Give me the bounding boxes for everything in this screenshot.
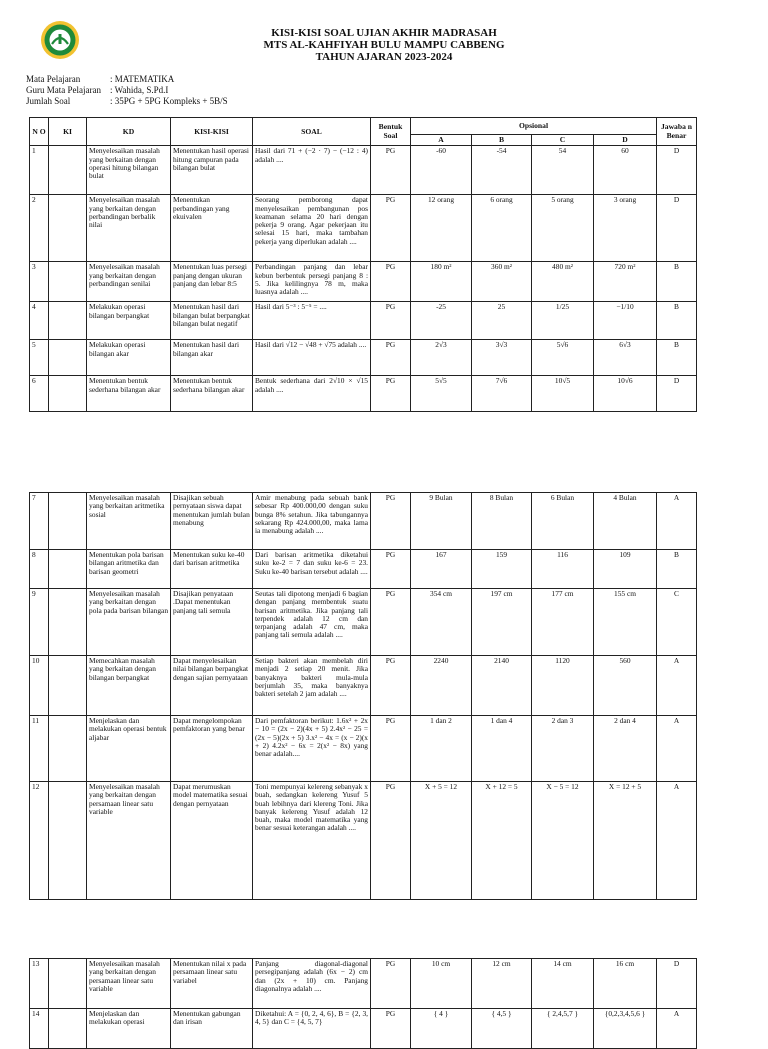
subject-label: Mata Pelajaran [26,74,81,84]
row-no: 9 [30,589,49,656]
row-ki [49,589,87,656]
row-no: 11 [30,716,49,782]
row-option-b: 360 m² [472,262,532,302]
row-ki [49,195,87,262]
row-soal: Diketahui: A = {0, 2, 4, 6}, B = {2, 3, 4, 5} dan C = {4, 5, 7} [253,1009,371,1049]
row-option-b: 8 Bulan [472,493,532,550]
title-line-3: TAHUN AJARAN 2023-2024 [315,51,453,63]
row-answer: B [657,262,697,302]
row-option-d: 720 m² [594,262,657,302]
row-bentuk: PG [371,782,411,900]
row-option-a: 10 cm [411,959,472,1009]
row-option-a: 1 dan 2 [411,716,472,782]
col-d: D [594,135,657,146]
row-no: 10 [30,656,49,716]
row-soal: Dari barisan aritmetika diketahui suku ke-2 = 7 dan suku ke-6 = 23. Suku ke-40 barisan tersebut adalah .... [253,550,371,589]
row-bentuk: PG [371,1009,411,1049]
row-kd: Menyelesaikan masalah yang berkaitan dengan pola pada barisan bilangan [87,589,171,656]
table-row [30,376,697,412]
row-no: 4 [30,302,49,340]
teacher-label: Guru Mata Pelajaran [26,85,101,95]
row-kd: Menjelaskan dan melakukan operasi [87,1009,171,1049]
row-option-d: 16 cm [594,959,657,1009]
row-option-b: 7√6 [472,376,532,412]
row-option-b: -54 [472,146,532,195]
table-row [30,1009,697,1049]
row-kisi: Dapat menyelesaikan nilai bilangan berpangkat dengan sajian pernyataan [171,656,253,716]
row-bentuk: PG [371,550,411,589]
kisi-table-1 [29,117,697,412]
row-option-c: { 2,4,5,7 } [532,1009,594,1049]
table-row [30,550,697,589]
row-kd: Menyelesaikan masalah yang berkaitan dengan perbandingan senilai [87,262,171,302]
row-answer: C [657,589,697,656]
row-soal: Seorang pemborong dapat menyelesaikan pembangunan pos keamanan selama 20 hari dengan pekerja 9 orang. Agar pekerjaan itu selesai 15 hari, maka tambahan pekerja yang diperlukan adalah .... [253,195,371,262]
row-option-d: 560 [594,656,657,716]
row-option-d: 155 cm [594,589,657,656]
row-soal: Hasil dari √12 − √48 + √75 adalah .... [253,340,371,376]
row-answer: D [657,195,697,262]
row-ki [49,550,87,589]
row-option-b: X + 12 = 5 [472,782,532,900]
col-soal: SOAL [253,118,371,146]
row-kisi: Menentukan hasil dari bilangan akar [171,340,253,376]
row-kd: Memecahkan masalah yang berkaitan dengan bilangan berpangkat [87,656,171,716]
row-kisi: Menentukan hasil operasi hitung campuran pada bilangan bulat [171,146,253,195]
row-option-a: 2√3 [411,340,472,376]
row-option-d: 60 [594,146,657,195]
row-ki [49,146,87,195]
row-kisi: Menentukan perbandingan yang ekuivalen [171,195,253,262]
row-option-d: {0,2,3,4,5,6 } [594,1009,657,1049]
row-kd: Menyelesaikan masalah yang berkaitan dengan operasi hitung bilangan bulat [87,146,171,195]
row-bentuk: PG [371,589,411,656]
meta-block [26,74,228,107]
row-option-c: 54 [532,146,594,195]
col-bentuk: Bentuk Soal [371,118,411,146]
row-soal: Setiap bakteri akan membelah diri menjadi 2 setiap 20 menit. Jika banyaknya bakteri mula-mula berjumlah 35, maka banyaknya bakteri setelah 2 jam adalah .... [253,656,371,716]
row-soal: Dari pemfaktoran berikut: 1.6x² + 2x − 10 = (2x − 2)(4x + 5) 2.4x² − 25 = (2x − 5)(2x + 5) 3.x² − 4x = (x − 2)(x + 2) 4.2x² − 6x = 2(x² − 8x) yang benar adalah.... [253,716,371,782]
row-option-c: 6 Bulan [532,493,594,550]
row-option-d: 10√6 [594,376,657,412]
row-kisi: Dapat merumuskan model matematika sesuai dengan pernyataan [171,782,253,900]
row-option-c: 10√5 [532,376,594,412]
row-option-b: 159 [472,550,532,589]
row-answer: D [657,146,697,195]
row-option-c: 2 dan 3 [532,716,594,782]
table-row [30,195,697,262]
row-soal: Perbandingan panjang dan lebar kebun berbentuk persegi panjang 8 : 5. Jika kelilingnya 78 m, maka luasnya adalah .... [253,262,371,302]
row-kd: Menentukan pola barisan bilangan aritmetika dan barisan geometri [87,550,171,589]
col-kisi: KISI-KISI [171,118,253,146]
row-kd: Melakukan operasi bilangan berpangkat [87,302,171,340]
row-answer: A [657,782,697,900]
row-option-b: 6 orang [472,195,532,262]
row-no: 8 [30,550,49,589]
row-option-c: 5√6 [532,340,594,376]
row-option-a: 5√5 [411,376,472,412]
row-answer: D [657,376,697,412]
row-no: 3 [30,262,49,302]
row-option-a: X + 5 = 12 [411,782,472,900]
row-answer: B [657,550,697,589]
row-no: 6 [30,376,49,412]
row-option-c: 116 [532,550,594,589]
row-soal: Hasil dari 5⁻³ : 5⁻⁵ = .... [253,302,371,340]
row-ki [49,782,87,900]
count-value: : 35PG + 5PG Kompleks + 5B/S [110,96,228,106]
row-answer: A [657,493,697,550]
row-bentuk: PG [371,195,411,262]
row-option-b: 25 [472,302,532,340]
col-jawaban: Jawaba n Benar [657,118,697,146]
row-option-d: 4 Bulan [594,493,657,550]
table-row [30,262,697,302]
row-kisi: Disajikan sebuah pernyataan siswa dapat menentukan jumlah bulan menabung [171,493,253,550]
row-ki [49,302,87,340]
title-line-2: MTS AL-KAHFIYAH BULU MAMPU CABBENG [263,39,505,51]
table-row [30,493,697,550]
col-b: B [472,135,532,146]
row-ki [49,1009,87,1049]
subject-value: : MATEMATIKA [110,74,175,84]
row-ki [49,262,87,302]
col-c: C [532,135,594,146]
row-bentuk: PG [371,302,411,340]
table-row [30,959,697,1009]
row-option-a: 9 Bulan [411,493,472,550]
row-answer: A [657,1009,697,1049]
row-answer: A [657,716,697,782]
row-kisi: Menentukan gabungan dan irisan [171,1009,253,1049]
title-line-1: KISI-KISI SOAL UJIAN AKHIR MADRASAH [271,27,497,39]
col-a: A [411,135,472,146]
row-option-b: 3√3 [472,340,532,376]
row-answer: B [657,302,697,340]
row-kd: Menyelesaikan masalah yang berkaitan dengan persamaan linear satu variable [87,782,171,900]
row-ki [49,493,87,550]
row-kisi: Menentukan luas persegi panjang dengan ukuran panjang dan lebar 8:5 [171,262,253,302]
row-option-a: -25 [411,302,472,340]
row-ki [49,340,87,376]
row-kisi: Menentukan bentuk sederhana bilangan akar [171,376,253,412]
col-no: N O [30,118,49,146]
row-bentuk: PG [371,262,411,302]
row-option-a: 167 [411,550,472,589]
row-kd: Melakukan operasi bilangan akar [87,340,171,376]
row-option-c: 1120 [532,656,594,716]
row-soal: Seutas tali dipotong menjadi 6 bagian dengan panjang membentuk suatu barisan aritmetika. Jika panjang tali terpendek adalah 12 cm dan terpanjang adalah 47 cm, maka panjang tali semula adalah .... [253,589,371,656]
row-answer: B [657,340,697,376]
row-no: 7 [30,493,49,550]
teacher-value: : Wahida, S.Pd.I [110,85,169,95]
row-option-c: X − 5 = 12 [532,782,594,900]
row-kd: Menjelaskan dan melakukan operasi bentuk aljabar [87,716,171,782]
row-no: 2 [30,195,49,262]
row-answer: A [657,656,697,716]
row-option-c: 480 m² [532,262,594,302]
row-soal: Panjang diagonal-diagonal persegipanjang adalah (6x − 2) cm dan (2x + 10) cm. Panjang diagonalnya adalah .... [253,959,371,1009]
row-kd: Menyelesaikan masalah yang berkaitan dengan perbandingan berbalik nilai [87,195,171,262]
row-soal: Amir menabung pada sebuah bank sebesar Rp 400.000,00 dengan suku bunga 8% setahun. Jika tabungannya sekarang Rp 424.000,00, maka lama ia menabung adalah .... [253,493,371,550]
row-option-b: 2140 [472,656,532,716]
row-option-d: 6√3 [594,340,657,376]
row-kisi: Menentukan suku ke-40 dari barisan aritmetika [171,550,253,589]
row-kd: Menentukan bentuk sederhana bilangan akar [87,376,171,412]
row-option-a: 2240 [411,656,472,716]
row-bentuk: PG [371,340,411,376]
row-option-d: 3 orang [594,195,657,262]
col-opsional: Opsional [411,118,657,135]
row-option-d: 109 [594,550,657,589]
row-option-b: { 4,5 } [472,1009,532,1049]
row-bentuk: PG [371,656,411,716]
row-no: 5 [30,340,49,376]
row-soal: Hasil dari 71 + (−2 · 7) − (−12 : 4) adalah .... [253,146,371,195]
row-option-b: 1 dan 4 [472,716,532,782]
col-kd: KD [87,118,171,146]
row-option-c: 1/25 [532,302,594,340]
row-option-d: −1/10 [594,302,657,340]
row-no: 1 [30,146,49,195]
table-row [30,589,697,656]
row-kisi: Menentukan hasil dari bilangan bulat berpangkat bilangan bulat negatif [171,302,253,340]
count-label: Jumlah Soal [26,96,71,106]
table-row [30,656,697,716]
kisi-table-3 [29,958,697,1049]
row-no: 12 [30,782,49,900]
row-option-b: 12 cm [472,959,532,1009]
row-bentuk: PG [371,146,411,195]
row-no: 13 [30,959,49,1009]
row-kisi: Disajikan penyataan .Dapat menentukan panjang tali semula [171,589,253,656]
row-option-c: 5 orang [532,195,594,262]
row-ki [49,376,87,412]
row-bentuk: PG [371,493,411,550]
kisi-table-2 [29,492,697,900]
row-soal: Toni mempunyai kelereng sebanyak x buah, sedangkan kelereng Yusuf 5 buah lebihnya dari klereng Toni. Jika banyak kelereng Yusuf adalah 12 buah, maka model matematika yang benar sesuai keterangan adalah .... [253,782,371,900]
row-kisi: Menentukan nilai x pada persamaan linear satu variabel [171,959,253,1009]
row-bentuk: PG [371,376,411,412]
row-ki [49,959,87,1009]
row-option-a: { 4 } [411,1009,472,1049]
row-option-d: X = 12 + 5 [594,782,657,900]
row-option-a: 12 orang [411,195,472,262]
row-ki [49,716,87,782]
row-bentuk: PG [371,959,411,1009]
table-row [30,146,697,195]
row-kd: Menyelesaikan masalah yang berkaitan dengan persamaan linear satu variable [87,959,171,1009]
row-option-d: 2 dan 4 [594,716,657,782]
row-kisi: Dapat mengelompokan pemfaktoran yang benar [171,716,253,782]
row-ki [49,656,87,716]
row-option-a: 180 m² [411,262,472,302]
row-kd: Menyelesaikan masalah yang berkaitan aritmetika sosial [87,493,171,550]
row-no: 14 [30,1009,49,1049]
row-answer: D [657,959,697,1009]
row-option-c: 14 cm [532,959,594,1009]
table-row [30,782,697,900]
row-option-a: -60 [411,146,472,195]
row-option-c: 177 cm [532,589,594,656]
col-ki: KI [49,118,87,146]
row-option-b: 197 cm [472,589,532,656]
table-row [30,302,697,340]
row-bentuk: PG [371,716,411,782]
table-row [30,340,697,376]
row-option-a: 354 cm [411,589,472,656]
table-row [30,716,697,782]
row-soal: Bentuk sederhana dari 2√10 × √15 adalah .... [253,376,371,412]
